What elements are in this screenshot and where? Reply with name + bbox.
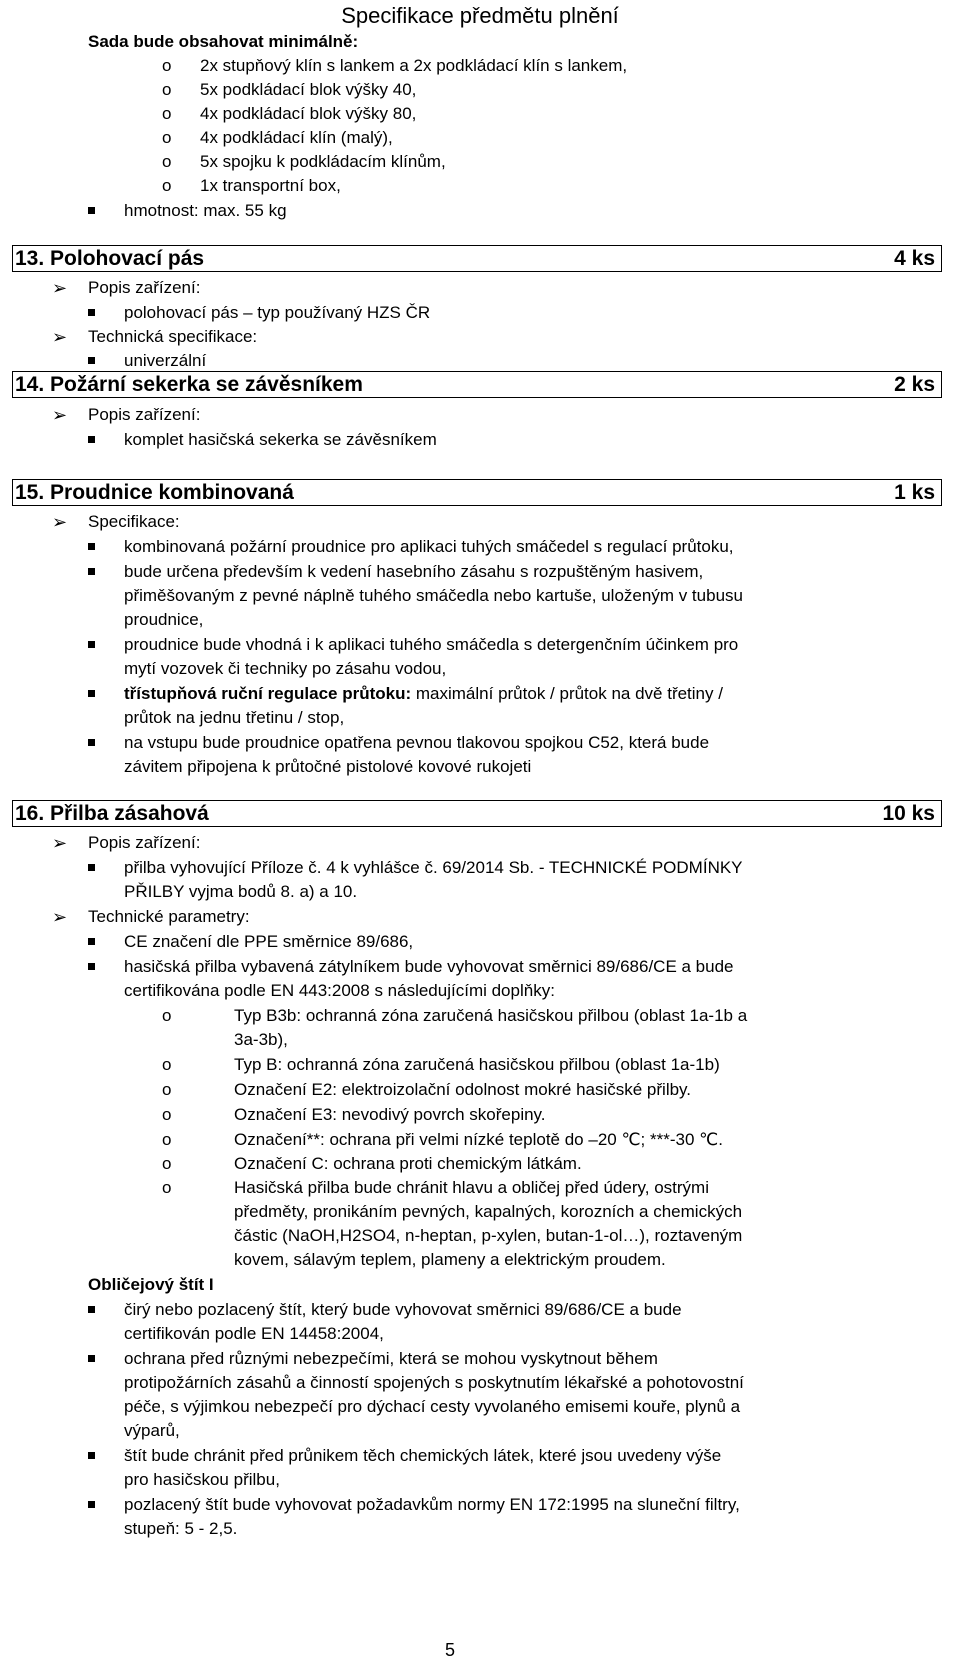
item-16-title: 16. Přilba zásahová: [15, 802, 209, 825]
item-16-subparam-cont: částic (NaOH,H2SO4, n-heptan, p-xylen, butan-1-ol…), roztaveným: [234, 1226, 743, 1245]
item-15-bullet-cont: průtok na jednu třetinu / stop,: [124, 708, 345, 727]
set-item: 5x podkládací blok výšky 40,: [200, 80, 417, 99]
circle-bullet-icon: o: [162, 1130, 172, 1149]
item-15-bullet: kombinovaná požární proudnice pro aplikaci tuhých smáčedel s regulací průtoku,: [124, 537, 734, 556]
set-item: 2x stupňový klín s lankem a 2x podkládací klín s lankem,: [200, 56, 628, 75]
arrow-bullet-icon: ➢: [52, 278, 68, 298]
face-shield-item-cont: výparů,: [124, 1421, 180, 1440]
circle-bullet-icon: o: [162, 128, 172, 147]
item-16-subparam: Typ B3b: ochranná zóna zaručená hasičskou přilbou (oblast 1a-1b a: [234, 1006, 748, 1025]
set-item: 1x transportní box,: [200, 176, 341, 195]
item-13-spec: univerzální: [124, 351, 207, 370]
set-item: 4x podkládací klín (malý),: [200, 128, 393, 147]
item-16-params-label: Technické parametry:: [88, 907, 250, 926]
arrow-bullet-icon: ➢: [52, 833, 68, 853]
item-15-bullet: na vstupu bude proudnice opatřena pevnou tlakovou spojkou C52, která bude: [124, 733, 710, 752]
circle-bullet-icon: o: [162, 152, 172, 171]
circle-bullet-icon: o: [162, 176, 172, 195]
circle-bullet-icon: o: [162, 80, 172, 99]
item-16-subparam: Typ B: ochranná zóna zaručená hasičskou přilbou (oblast 1a-1b): [234, 1055, 720, 1074]
item-16-subparam-cont: předměty, pronikáním pevných, kapalných, korozních a chemických: [234, 1202, 743, 1221]
item-15-heading: [12, 479, 942, 506]
item-16-quantity: 10 ks: [882, 802, 935, 825]
item-16-subparam: Označení C: ochrana proti chemickým látkám.: [234, 1154, 582, 1173]
item-15-spec-label: Specifikace:: [88, 512, 180, 531]
circle-bullet-icon: o: [162, 1006, 172, 1025]
arrow-bullet-icon: ➢: [52, 512, 68, 532]
item-14-heading: [12, 371, 942, 398]
item-15-bullet: [124, 682, 723, 706]
item-16-subparam: Označení**: ochrana při velmi nízké teplotě do –20 ℃; ***-30 ℃.: [234, 1130, 723, 1149]
circle-bullet-icon: o: [162, 56, 172, 75]
item-16-param: hasičská přilba vybavená zátylníkem bude vyhovovat směrnici 89/686/CE a bude: [124, 957, 734, 976]
set-heading: Sada bude obsahovat minimálně:: [88, 32, 359, 51]
item-15-bullet-bold: třístupňová ruční regulace průtoku:: [124, 684, 412, 703]
item-14-quantity: 2 ks: [894, 373, 935, 396]
item-15-quantity: 1 ks: [894, 481, 935, 504]
item-15-bullet-cont: proudnice,: [124, 610, 204, 629]
face-shield-item-cont: protipožárních zásahů a činností spojených s poskytnutím lékařské a pohotovostní: [124, 1373, 744, 1392]
item-15-bullet-cont: závitem připojena k průtočné pistolové kovové rukojeti: [124, 757, 532, 776]
circle-bullet-icon: o: [162, 1154, 172, 1173]
item-14-title: 14. Požární sekerka se závěsníkem: [15, 373, 363, 396]
circle-bullet-icon: o: [162, 1055, 172, 1074]
item-16-subparam: Označení E3: nevodivý povrch skořepiny.: [234, 1105, 546, 1124]
item-13-quantity: 4 ks: [894, 247, 935, 270]
item-13-desc: polohovací pás – typ používaný HZS ČR: [124, 303, 431, 322]
item-15-title: 15. Proudnice kombinovaná: [15, 481, 294, 504]
item-13-heading: [12, 245, 942, 272]
face-shield-item-cont: péče, s výjimkou nebezpečí pro dýchací cesty vyvolaného emisemi kouře, plynů a: [124, 1397, 741, 1416]
item-16-desc: přilba vyhovující Příloze č. 4 k vyhlášce č. 69/2014 Sb. - TECHNICKÉ PODMÍNKY: [124, 858, 743, 877]
item-16-heading: [12, 800, 942, 827]
page-number: 5: [444, 1640, 455, 1660]
item-15-bullet: proudnice bude vhodná i k aplikaci tuhého smáčedla s detergenčním účinkem pro: [124, 635, 739, 654]
item-15-bullet-rest: maximální průtok / průtok na dvě třetiny /: [411, 684, 723, 703]
circle-bullet-icon: o: [162, 1105, 172, 1124]
face-shield-heading: Obličejový štít I: [88, 1275, 214, 1294]
face-shield-item-cont: certifikován podle EN 14458:2004,: [124, 1324, 384, 1343]
set-item: 4x podkládací blok výšky 80,: [200, 104, 417, 123]
item-13-spec-label: Technická specifikace:: [88, 327, 258, 346]
item-16-subparam: Hasičská přilba bude chránit hlavu a obličej před údery, ostrými: [234, 1178, 709, 1197]
item-16-subparam-cont: kovem, sálavým teplem, plameny a elektrickým proudem.: [234, 1250, 666, 1269]
document-title: Specifikace předmětu plnění: [341, 3, 619, 28]
item-16-subparam-cont: 3a-3b),: [234, 1030, 288, 1049]
item-16-param: CE značení dle PPE směrnice 89/686,: [124, 932, 414, 951]
face-shield-item: čirý nebo pozlacený štít, který bude vyhovovat směrnici 89/686/CE a bude: [124, 1300, 682, 1319]
arrow-bullet-icon: ➢: [52, 405, 68, 425]
arrow-bullet-icon: ➢: [52, 907, 68, 927]
circle-bullet-icon: o: [162, 1080, 172, 1099]
set-weight: hmotnost: max. 55 kg: [124, 201, 287, 220]
item-15-bullet-cont: mytí vozovek či techniky po zásahu vodou,: [124, 659, 447, 678]
item-16-subparam: Označení E2: elektroizolační odolnost mokré hasičské přilby.: [234, 1080, 692, 1099]
face-shield-item: pozlacený štít bude vyhovovat požadavkům normy EN 172:1995 na sluneční filtry,: [124, 1495, 740, 1514]
item-16-param-cont: certifikována podle EN 443:2008 s následujícími doplňky:: [124, 981, 555, 1000]
arrow-bullet-icon: ➢: [52, 327, 68, 347]
item-13-title: 13. Polohovací pás: [15, 247, 205, 270]
circle-bullet-icon: o: [162, 104, 172, 123]
face-shield-item: štít bude chránit před průnikem těch chemických látek, které jsou uvedeny výše: [124, 1446, 722, 1465]
item-15-bullet: bude určena především k vedení hasebního zásahu s rozpuštěným hasivem,: [124, 562, 704, 581]
item-13-desc-label: Popis zařízení:: [88, 278, 201, 297]
item-16-desc-label: Popis zařízení:: [88, 833, 201, 852]
set-item: 5x spojku k podkládacím klínům,: [200, 152, 446, 171]
face-shield-item-cont: pro hasičskou přilbu,: [124, 1470, 280, 1489]
item-14-desc: komplet hasičská sekerka se závěsníkem: [124, 430, 437, 449]
item-14-desc-label: Popis zařízení:: [88, 405, 201, 424]
face-shield-item-cont: stupeň: 5 - 2,5.: [124, 1519, 238, 1538]
circle-bullet-icon: o: [162, 1178, 172, 1197]
item-15-bullet-cont: přiměšovaným z pevné náplně tuhého smáčedla nebo kartuše, uloženým v tubusu: [124, 586, 743, 605]
item-16-desc-cont: PŘILBY vyjma bodů 8. a) a 10.: [124, 882, 358, 901]
face-shield-item: ochrana před různými nebezpečími, která se mohou vyskytnout během: [124, 1349, 658, 1368]
